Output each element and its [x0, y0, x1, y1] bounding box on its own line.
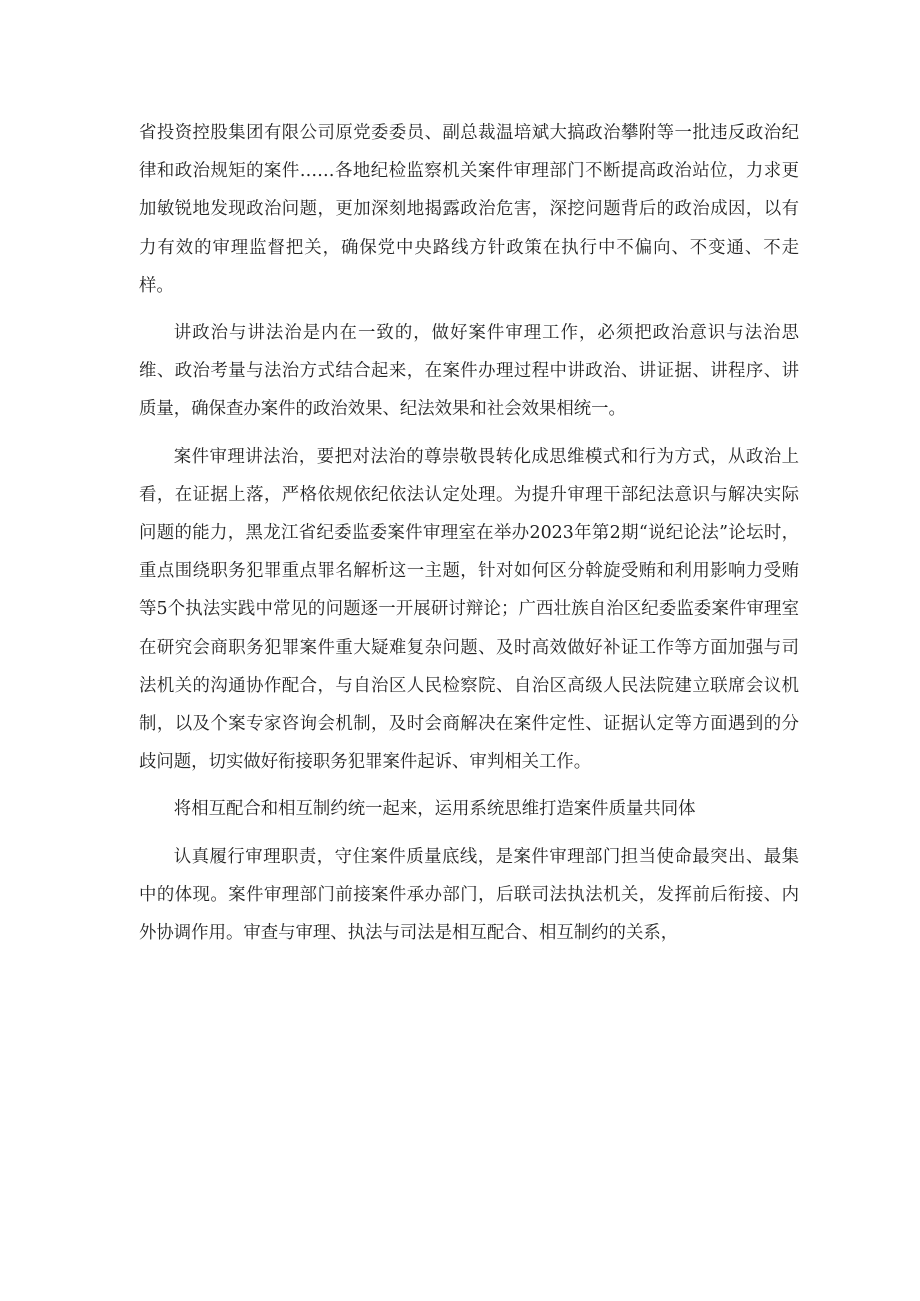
section-heading: 将相互配合和相互制约统一起来，运用系统思维打造案件质量共同体 [173, 799, 696, 820]
paragraph-politics-and-rule-of-law: 讲政治与讲法治是内在一致的，做好案件审理工作，必须把政治意识与法治思维、政治考量与法治方式结合起来，在案件办理过程中讲政治、讲证据、讲程序、讲质量，确保查办案件的政治效果、纪法效果和社会效果相统一。 [139, 323, 799, 420]
paragraph-case-review-rule-of-law: 案件审理讲法治，要把对法治的尊崇敬畏转化成思维模式和行为方式，从政治上看，在证据上落，严格依规依纪依法认定处理。为提升审理干部纪法意识与解决实际问题的能力，黑龙江省纪委监委案件审理室在举办2023年第2期“说纪论法”论坛时，重点围绕职务犯罪重点罪名解析这一主题，针对如何区分斡旋受贿和利用影响力受贿等5个执法实践中常见的问题逐一开展研讨辩论；广西壮族自治区纪委监委案件审理室在研究会商职务犯罪案件重大疑难复杂问题、及时高效做好补证工作等方面加强与司法机关的沟通协作配合，与自治区人民检察院、自治区高级人民法院建立联席会议机制，以及个案专家咨询会机制，及时会商解决在案件定性、证据认定等方面遇到的分歧问题，切实做好衔接职务犯罪案件起诉、审判相关工作。 [139, 446, 799, 773]
paragraph-continuation: 省投资控股集团有限公司原党委委员、副总裁温培斌大搞政治攀附等一批违反政治纪律和政治规矩的案件……各地纪检监察机关案件审理部门不断提高政治站位，力求更加敏锐地发现政治问题，更加深刻地揭露政治危害，深挖问题背后的政治成因，以有力有效的审理监督把关，确保党中央路线方针政策在执行中不偏向、不变通、不走样。 [139, 123, 799, 296]
paragraph-review-duties: 认真履行审理职责，守住案件质量底线，是案件审理部门担当使命最突出、最集中的体现。案件审理部门前接案件承办部门，后联司法执法机关，发挥前后衔接、内外协调作用。审查与审理、执法与司法是相互配合、相互制约的关系， [139, 846, 799, 944]
document-body [139, 114, 799, 961]
